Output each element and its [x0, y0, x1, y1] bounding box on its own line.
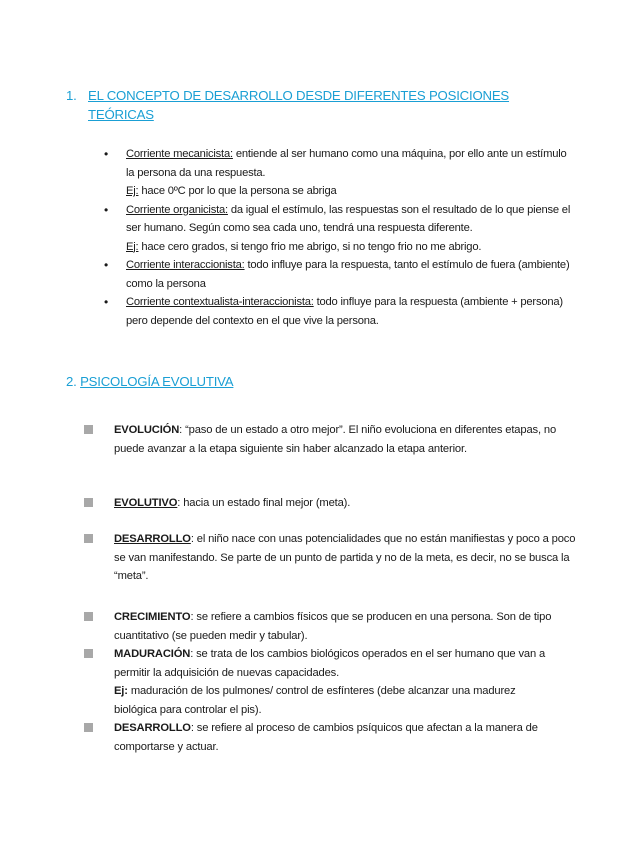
list-item — [84, 494, 579, 513]
square-bullet-icon — [84, 649, 93, 658]
item-term: Corriente interaccionista: — [126, 259, 245, 271]
item-text: todo influye para la respuesta, tanto el estímulo de fuera (ambiente) como la persona — [126, 259, 570, 290]
item-term: DESARROLLO — [114, 533, 191, 545]
bullet-icon: • — [104, 258, 109, 272]
item-term: MADURACIÓN — [114, 648, 191, 660]
item-term: Corriente contextualista-interaccionista: — [126, 296, 314, 308]
example-text: maduración de los pulmones/ control de esfínteres (debe alcanzar una madurez biológica para controlar el pis). — [114, 685, 516, 716]
square-bullet-icon — [84, 498, 93, 507]
section-1-title: EL CONCEPTO DE DESARROLLO DESDE DIFERENTES POSICIONES TEÓRICAS — [88, 88, 510, 122]
bullet-icon: • — [104, 202, 109, 217]
item-text: : hacia un estado final mejor (meta). — [177, 497, 351, 509]
list-item — [104, 293, 574, 330]
item-text: da igual el estímulo, las respuestas son el resultado de lo que piense el ser humano. Según como sea cada uno, tendrá una respuesta diferente. — [126, 203, 571, 234]
section-2-item — [84, 608, 554, 756]
list-item — [104, 145, 574, 201]
item-text: todo influye para la respuesta (ambiente + persona) pero depende del contexto en el que vive la persona. — [126, 296, 563, 327]
item-text: : “paso de un estado a otro mejor”. El niño evoluciona en diferentes etapas, no puede avanzar a la etapa siguiente sin haber alcanzado la etapa anterior. — [114, 424, 557, 455]
section-2-item — [84, 494, 579, 513]
list-item — [104, 201, 574, 257]
item-term: Corriente mecanicista: — [126, 148, 233, 160]
item-term: EVOLUTIVO — [114, 497, 178, 509]
item-term: DESARROLLO — [114, 722, 191, 734]
bullet-icon: • — [104, 147, 109, 161]
list-item — [104, 256, 574, 293]
section-2-number: 2. — [66, 374, 77, 389]
item-term: Corriente organicista: — [126, 203, 228, 216]
section-2-item — [84, 421, 579, 458]
item-text: : se refiere al proceso de cambios psíquicos que afectan a la manera de comportarse y actuar. — [114, 722, 538, 753]
section-1-list — [104, 145, 574, 330]
square-bullet-icon — [84, 612, 93, 621]
section-2-item — [84, 530, 579, 586]
bullet-icon: • — [104, 295, 109, 309]
example-label: Ej: — [126, 185, 139, 197]
example-label: Ej: — [126, 240, 139, 253]
example-text: hace cero grados, si tengo frio me abrigo, si no tengo frio no me abrigo. — [138, 240, 482, 253]
section-1-number: 1. — [66, 88, 77, 103]
example-text: hace 0ºC por lo que la persona se abriga — [138, 185, 337, 197]
section-2-title: PSICOLOGÍA EVOLUTIVA — [80, 374, 234, 389]
square-bullet-icon — [84, 534, 93, 543]
item-text: entiende al ser humano como una máquina, por ello ante un estímulo la persona da una respuesta. — [126, 148, 567, 179]
item-text: : se trata de los cambios biológicos operados en el ser humano que van a permitir la adquisición de nuevas capacidades. — [114, 648, 546, 679]
item-term: EVOLUCIÓN — [114, 424, 180, 436]
list-item — [84, 719, 554, 756]
item-term: CRECIMIENTO — [114, 611, 191, 623]
square-bullet-icon — [84, 425, 93, 434]
list-item — [84, 608, 554, 645]
square-bullet-icon — [84, 723, 93, 732]
item-text: : el niño nace con unas potencialidades que no están manifiestas y poco a poco se van manifestando. Se parte de un punto de partida y no de la meta, es decir, no se busca la “meta”. — [114, 533, 576, 582]
example-label: Ej: — [114, 685, 128, 697]
list-item — [84, 421, 579, 458]
list-item — [84, 530, 579, 586]
section-2-heading — [66, 374, 233, 389]
list-item — [84, 645, 554, 719]
item-text: : se refiere a cambios físicos que se producen en una persona. Son de tipo cuantitativo (se pueden medir y tabular). — [114, 611, 552, 642]
section-1-heading — [66, 86, 546, 124]
